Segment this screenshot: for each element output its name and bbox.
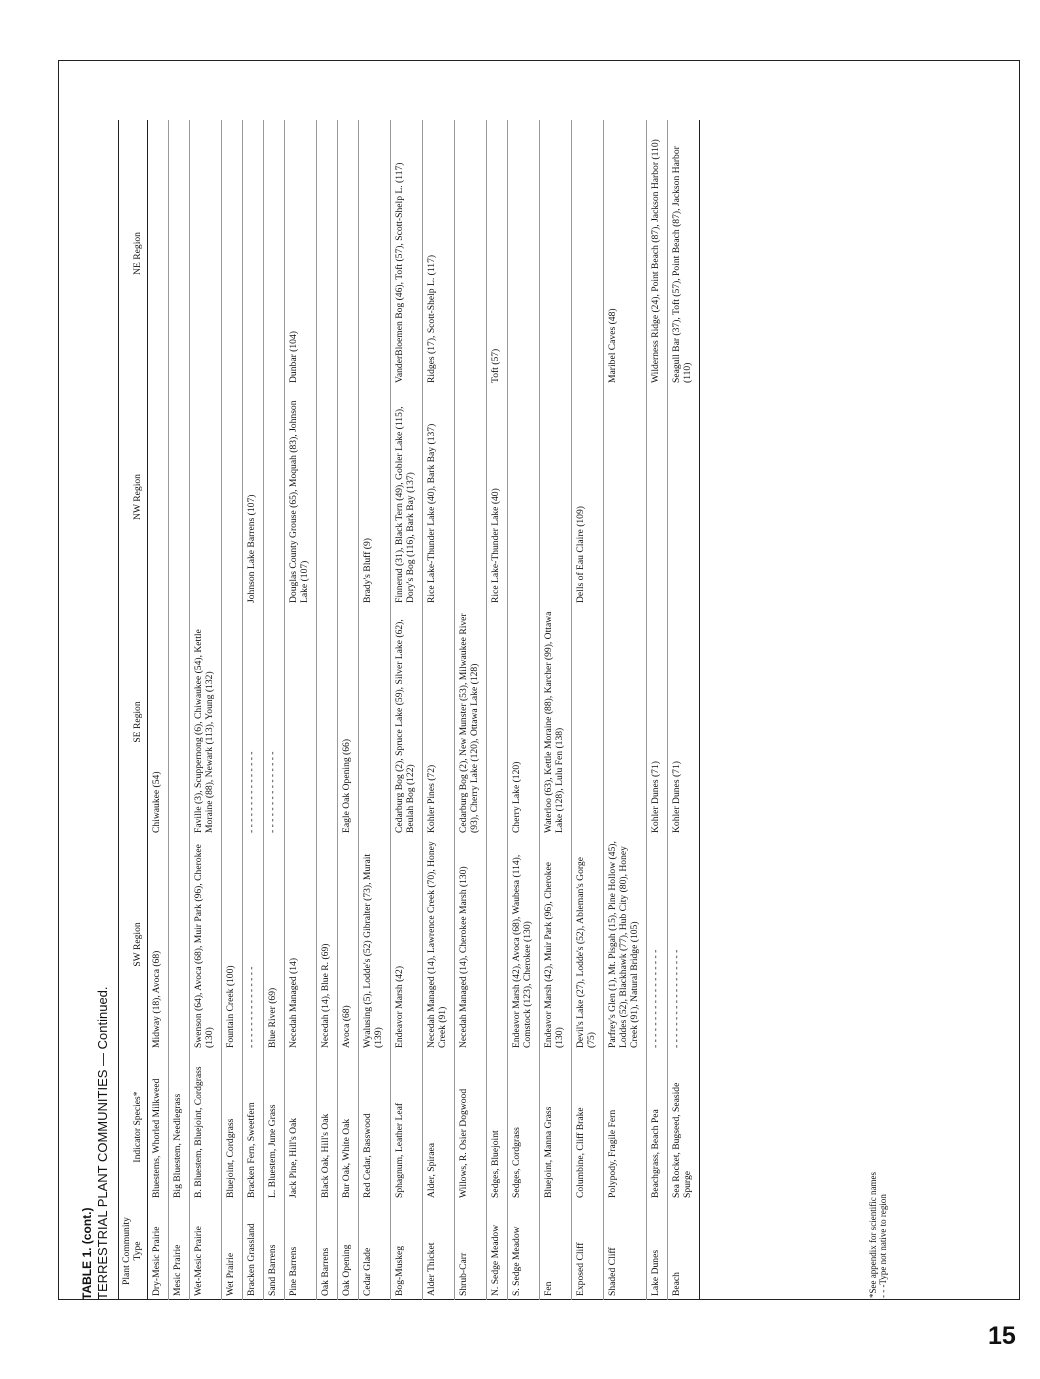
cell-ne: Ridges (17), Scott-Shelp L. (117) [423, 120, 455, 387]
cell-species: Bluestems, Whorled Milkweed [151, 1078, 162, 1198]
cell-ne: Seagull Bar (37), Toft (57), Point Beach (87), Jackson Harbor (110) [668, 120, 700, 387]
cell-sw: Necedah Managed (14) [285, 837, 317, 1052]
cell-sw: Blue River (69) [264, 837, 285, 1052]
table-row [540, 120, 572, 1300]
cell-type: S. Sedge Meadow [508, 1202, 540, 1300]
table-title: TERRESTRIAL PLANT COMMUNITIES — Continued. [95, 986, 110, 1300]
column-header-se: SE Region [119, 607, 148, 837]
cell-se: Cedarburg Bog (2), New Munster (53), Milwaukee River (93), Cherry Lake (120), Ottawa Lake (128) [455, 607, 487, 837]
cell-species: Red Cedar, Basswood [359, 1052, 391, 1202]
cell-ne [455, 120, 487, 387]
cell-type: Bog-Muskeg [391, 1202, 423, 1300]
cell-ne [338, 120, 359, 387]
cell-se [285, 607, 317, 837]
cell-ne [317, 120, 338, 387]
cell-type: Shaded Cliff [604, 1202, 647, 1300]
table-row [668, 120, 700, 1300]
table-row [508, 120, 540, 1300]
cell-species: Sea Rocket, Bugseed, Seaside Spurge [668, 1052, 700, 1202]
cell-ne [222, 120, 243, 387]
table-row [285, 120, 317, 1300]
cell-sw: Parfrey's Glen (1), Mt. Pisgah (15), Pine Hollow (45), Loddes (52), Blackhawk (77), Hub City (80), Honey Creek (91), Natural Bridge (105) [604, 837, 647, 1052]
cell-sw: - - - - - - - - - - - - - - - - - - [647, 837, 668, 1052]
cell-sw: Endeavor Marsh (42), Muir Park (96), Cherokee (130) [540, 837, 572, 1052]
column-header-type: Plant Community Type [119, 1202, 148, 1300]
cell-species: Big Bluestem, Needlegrass [169, 1052, 190, 1202]
cell-se: Kohler Dunes (71) [647, 607, 668, 837]
table-row [487, 120, 508, 1300]
cell-se: Chiwaukee (54) [151, 771, 162, 833]
cell-type: Lake Dunes [647, 1202, 668, 1300]
cell-species: Sedges, Bluejoint [487, 1052, 508, 1202]
cell-species: Bracken Fern, Sweetfern [243, 1052, 264, 1202]
cell-species: Columbine, Cliff Brake [572, 1052, 604, 1202]
cell-sw: Necedah Managed (14), Lawrence Creek (70), Honey Creek (91) [423, 837, 455, 1052]
cell-nw: Rice Lake-Thunder Lake (40), Bark Bay (137) [423, 387, 455, 607]
cell-type: Wet-Mesic Prairie [190, 1202, 222, 1300]
cell-ne: VanderBloemen Bog (46), Toft (57), Scott-Shelp L. (117) [391, 120, 423, 387]
cell-nw [264, 387, 285, 607]
cell-nw [540, 387, 572, 607]
cell-species: Beachgrass, Beach Pea [647, 1052, 668, 1202]
cell-nw: Brady's Bluff (9) [359, 387, 391, 607]
cell-se [604, 607, 647, 837]
cell-species: Bluejoint, Manna Grass [540, 1052, 572, 1202]
cell-species: Sedges, Cordgrass [508, 1052, 540, 1202]
cell-nw [604, 387, 647, 607]
cell-ne [190, 120, 222, 387]
cell-se [222, 607, 243, 837]
column-header-ne: NE Region [119, 120, 148, 387]
plant-communities-table [118, 120, 700, 1300]
cell-type: Mesic Prairie [169, 1202, 190, 1300]
cell-sw: - - - - - - - - - - - - - - - [243, 837, 264, 1052]
table-row [647, 120, 668, 1300]
cell-type: Pine Barrens [285, 1202, 317, 1300]
table-row [391, 120, 423, 1300]
cell-species: Polypody, Fragile Fern [604, 1052, 647, 1202]
cell-sw [487, 837, 508, 1052]
table-row [338, 120, 359, 1300]
cell-sw: Avoca (68) [338, 837, 359, 1052]
cell-nw: Rice Lake-Thunder Lake (40) [487, 387, 508, 607]
cell-se: Kohler Dunes (71) [668, 607, 700, 837]
cell-se: Eagle Oak Opening (66) [338, 607, 359, 837]
cell-type: Shrub-Carr [455, 1202, 487, 1300]
cell-sw: Necedah (14), Blue R. (69) [317, 837, 338, 1052]
table-row [317, 120, 338, 1300]
table-row [148, 120, 169, 1300]
cell-type: Fen [540, 1202, 572, 1300]
table-row [169, 120, 190, 1300]
cell-species: Black Oak, Hill's Oak [317, 1052, 338, 1202]
cell-se [317, 607, 338, 837]
table-row [455, 120, 487, 1300]
cell-species: Bur Oak, White Oak [338, 1052, 359, 1202]
cell-sw: Endeavor Marsh (42) [391, 837, 423, 1052]
cell-ne: Dunbar (104) [285, 120, 317, 387]
table-row [190, 120, 222, 1300]
cell-type: Alder Thicket [423, 1202, 455, 1300]
cell-nw [190, 387, 222, 607]
table-row [604, 120, 647, 1300]
cell-ne [359, 120, 391, 387]
cell-type: Beach [668, 1202, 700, 1300]
column-header-nw: NW Region [119, 387, 148, 607]
cell-type: Exposed Cliff [572, 1202, 604, 1300]
table-row [222, 120, 243, 1300]
cell-type: Sand Barrens [264, 1202, 285, 1300]
cell-species: Jack Pine, Hill's Oak [285, 1052, 317, 1202]
cell-nw [169, 387, 190, 607]
table-row [572, 120, 604, 1300]
cell-sw: - - - - - - - - - - - - - - - - - - [668, 837, 700, 1052]
cell-se: - - - - - - - - - - - - - - - [264, 607, 285, 837]
cell-se [359, 607, 391, 837]
cell-nw: Finnerud (31), Black Tern (49), Gobler Lake (115), Dory's Bog (116), Bark Bay (137) [391, 387, 423, 607]
cell-nw [338, 387, 359, 607]
cell-nw [222, 387, 243, 607]
cell-nw [508, 387, 540, 607]
cell-sw: Endeavor Marsh (42), Avoca (68), Waubesa (114), Comstock (123), Cherokee (130) [508, 837, 540, 1052]
cell-se: Cherry Lake (120) [508, 607, 540, 837]
cell-type: Cedar Glade [359, 1202, 391, 1300]
cell-ne [169, 120, 190, 387]
cell-se: - - - - - - - - - - - - - - - [243, 607, 264, 837]
cell-nw [317, 387, 338, 607]
cell-ne: Toft (57) [487, 120, 508, 387]
cell-nw: Dells of Eau Claire (109) [572, 387, 604, 607]
cell-ne [264, 120, 285, 387]
cell-sw: Midway (18), Avoca (68) [151, 950, 162, 1048]
cell-ne [508, 120, 540, 387]
column-header-species: Indicator Species* [119, 1052, 148, 1202]
table-row [243, 120, 264, 1300]
footnote-not-native: - - -Type not native to region [878, 1194, 888, 1298]
cell-species: Willows, R. Osier Dogwood [455, 1052, 487, 1202]
cell-sw: Swenson (64), Avoca (68), Muir Park (96), Cherokee (130) [190, 837, 222, 1052]
rotated-table-block [80, 120, 900, 1300]
cell-se [169, 607, 190, 837]
cell-type: Oak Barrens [317, 1202, 338, 1300]
page-number: 15 [988, 1322, 1016, 1350]
cell-sw: Necedah Managed (14), Cherokee Marsh (130) [455, 837, 487, 1052]
cell-sw: Devil's Lake (27), Lodde's (52), Ableman's Gorge (75) [572, 837, 604, 1052]
table-label: TABLE 1. (cont.) [80, 1207, 94, 1300]
cell-nw: Johnson Lake Barrens (107) [243, 387, 264, 607]
cell-species: Sphagnum, Leather Leaf [391, 1052, 423, 1202]
cell-ne: Maribel Caves (48) [604, 120, 647, 387]
cell-species: Bluejoint, Cordgrass [222, 1052, 243, 1202]
cell-se: Cedarburg Bog (2), Spruce Lake (59), Silver Lake (62), Beulah Bog (122) [391, 607, 423, 837]
cell-ne: Wilderness Ridge (24), Point Beach (87), Jackson Harbor (110) [647, 120, 668, 387]
cell-nw [647, 387, 668, 607]
cell-species: L. Bluestem, June Grass [264, 1052, 285, 1202]
cell-ne [148, 120, 169, 387]
cell-species: B. Bluestem, Bluejoint, Cordgrass [190, 1052, 222, 1202]
cell-sw [169, 837, 190, 1052]
column-header-sw: SW Region [119, 837, 148, 1052]
cell-type: Dry-Mesic Prairie [151, 1226, 162, 1296]
cell-ne [243, 120, 264, 387]
cell-se [572, 607, 604, 837]
table-body [148, 120, 700, 1300]
cell-ne [572, 120, 604, 387]
cell-type: Bracken Grassland [243, 1202, 264, 1300]
cell-species: Alder, Spiraea [423, 1052, 455, 1202]
footnotes [868, 1172, 888, 1298]
cell-type: N. Sedge Meadow [487, 1202, 508, 1300]
cell-type: Oak Opening [338, 1202, 359, 1300]
footnote-scientific-names: *See appendix for scientific names [868, 1172, 878, 1298]
table-row [359, 120, 391, 1300]
table-header-row [119, 120, 148, 1300]
cell-nw: Douglas County Grouse (65), Moquah (83), Johnson Lake (107) [285, 387, 317, 607]
table-row [423, 120, 455, 1300]
cell-nw [668, 387, 700, 607]
cell-nw [148, 387, 169, 607]
cell-type: Wet Prairie [222, 1202, 243, 1300]
table-row [264, 120, 285, 1300]
cell-se: Faville (3), Scuppernong (6), Chiwaukee (54), Kettle Moraine (88), Newark (113), Young (132) [190, 607, 222, 837]
cell-sw: Wyalusing (5), Lodde's (52) Gibralter (73), Murait (139) [359, 837, 391, 1052]
cell-ne [540, 120, 572, 387]
cell-nw [455, 387, 487, 607]
cell-sw: Fountain Creek (100) [222, 837, 243, 1052]
cell-se: Kohler Pines (72) [423, 607, 455, 837]
cell-se: Waterloo (63), Kettle Moraine (88), Karcher (99), Ottawa Lake (128), Lulu Fen (138) [540, 607, 572, 837]
cell-se [487, 607, 508, 837]
